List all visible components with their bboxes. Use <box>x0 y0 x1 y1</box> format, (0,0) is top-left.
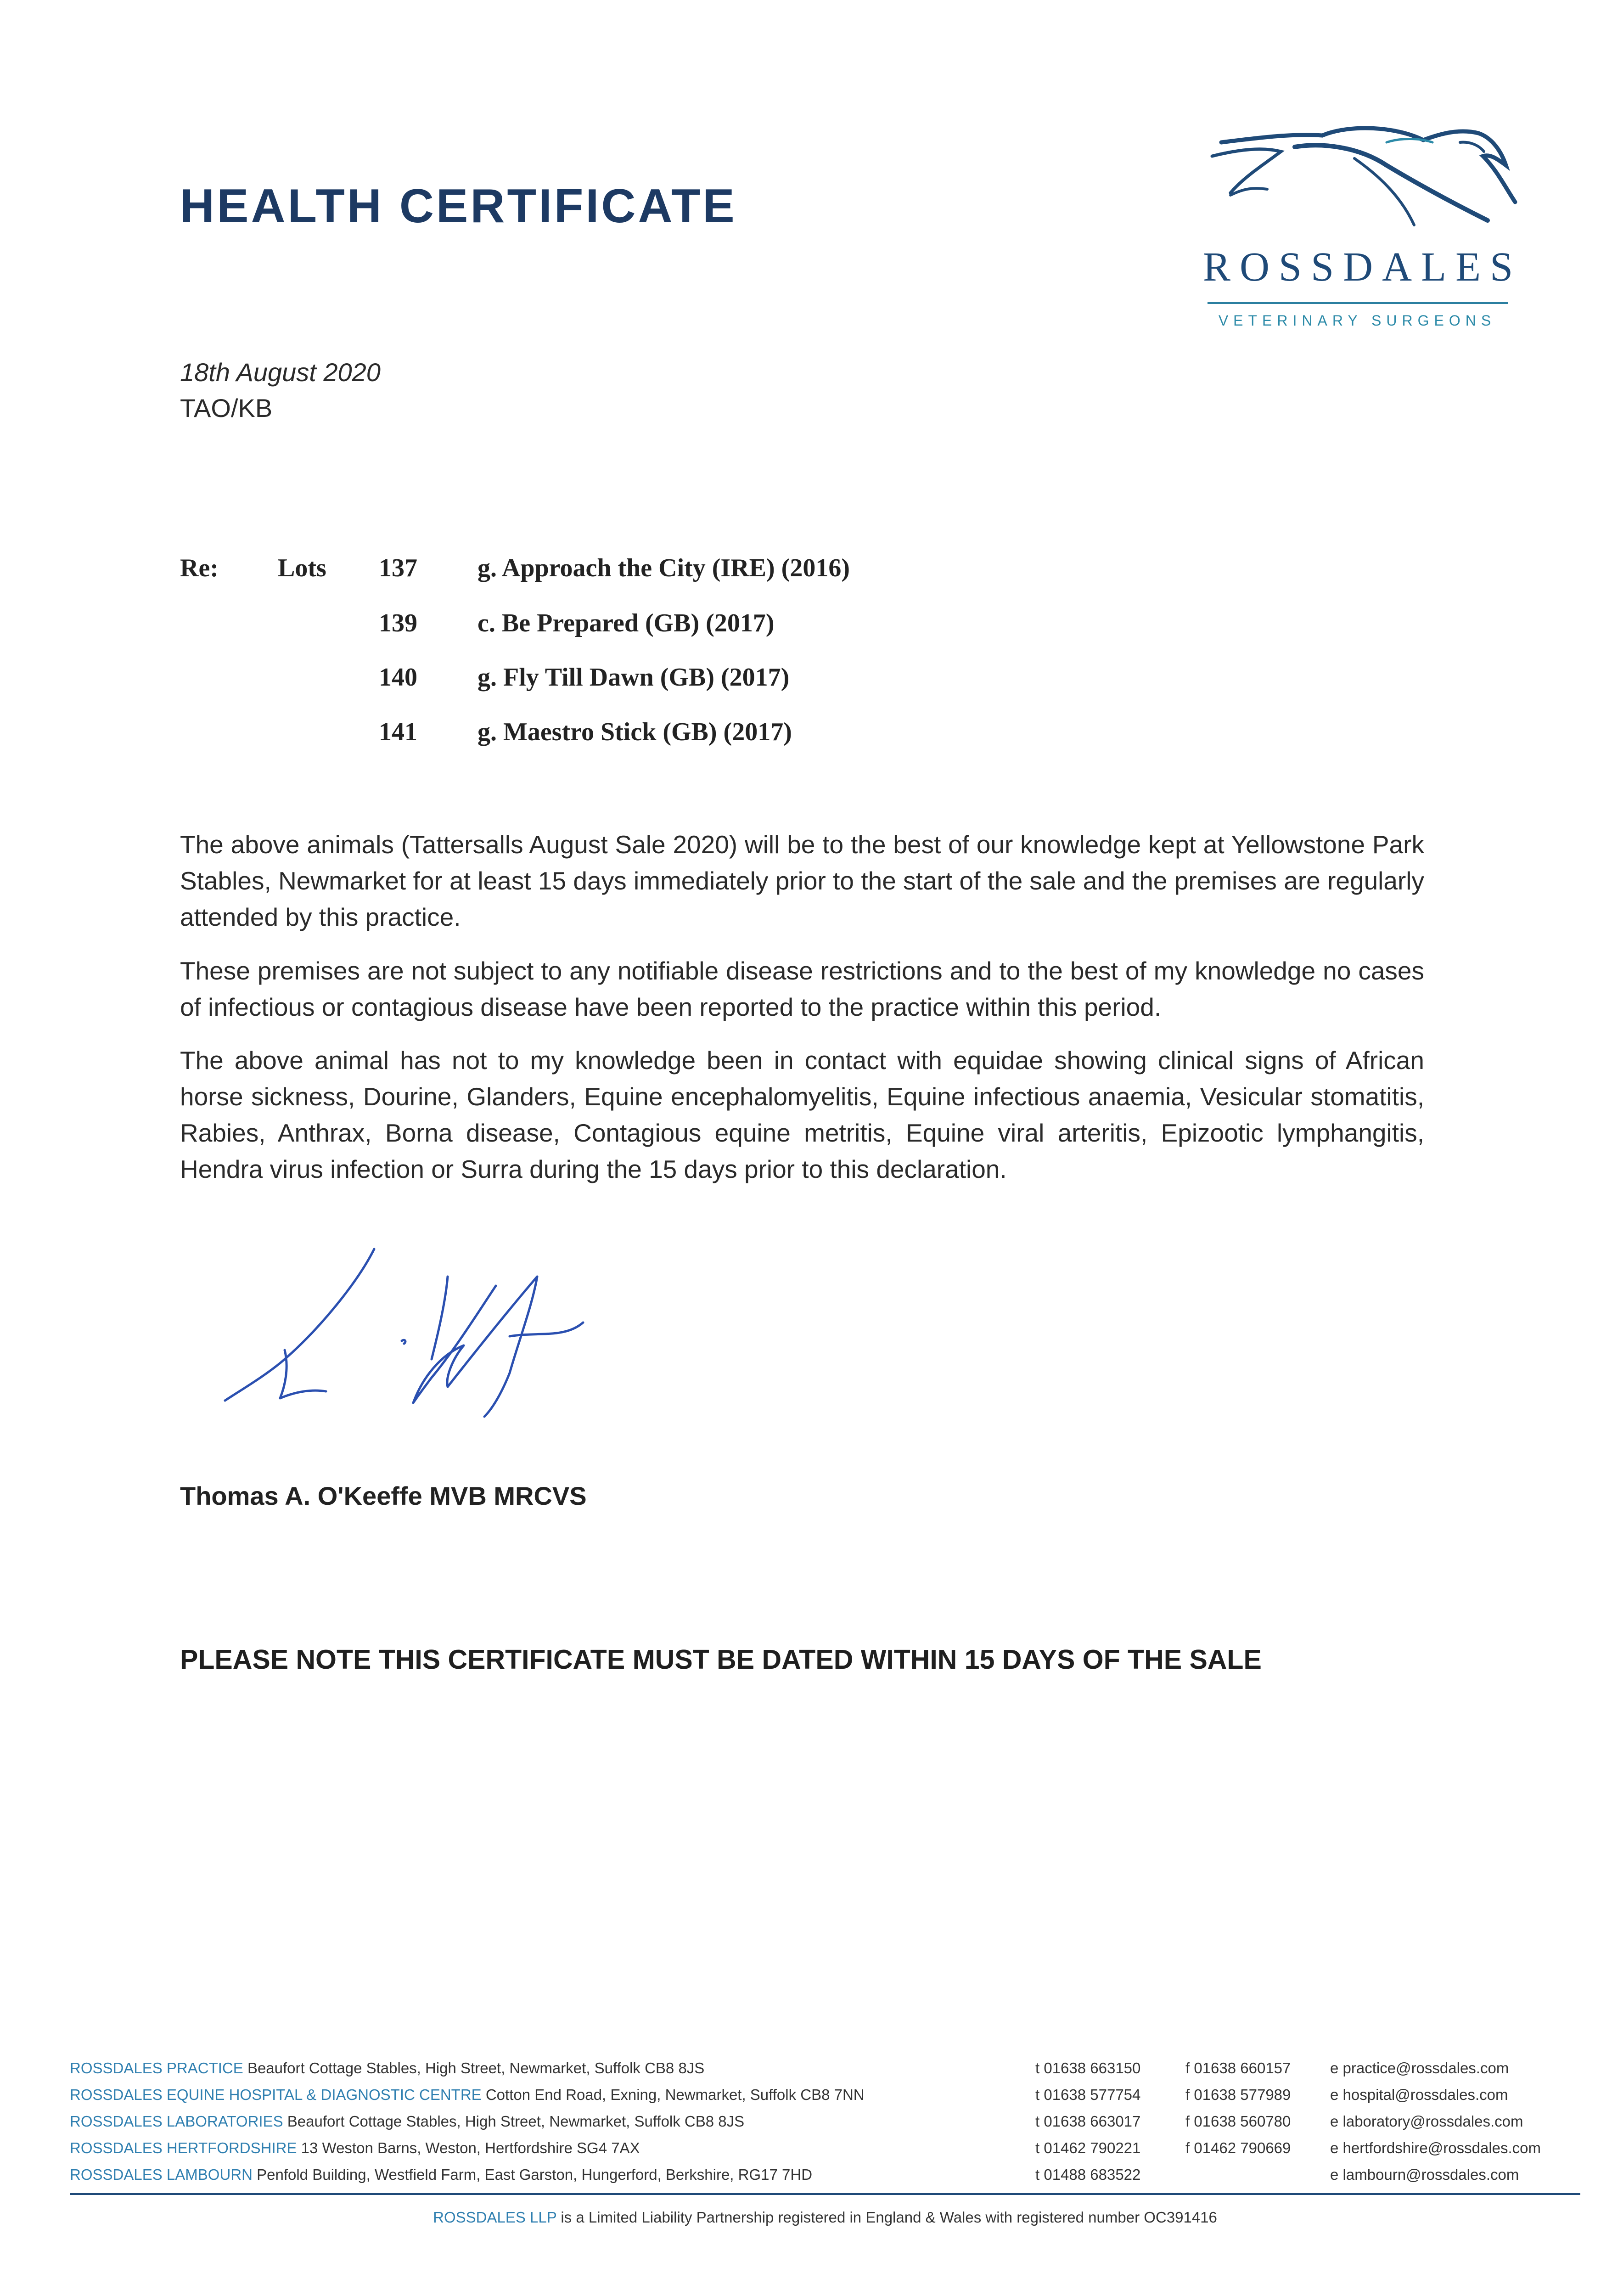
certificate-notice: PLEASE NOTE THIS CERTIFICATE MUST BE DATED WITHIN 15 DAYS OF THE SALE <box>180 1644 1262 1675</box>
body-paragraph: The above animal has not to my knowledge been in contact with equidae showing clinical signs of African horse sickness, Dourine, Glanders, Equine encephalomyelitis, Equine infectious anaemia, Vesicular stomatitis, Rabies, Anthrax, Borna disease, Contagious equine metritis, Equine viral arteritis, Epizootic lymphangitis, Hendra virus infection or Surra during the 15 days prior to this declaration. <box>180 1046 1424 1183</box>
office-name: ROSSDALES HERTFORDSHIRE <box>70 2139 297 2156</box>
office-tel: t 01488 683522 <box>1035 2166 1141 2183</box>
body-paragraph: The above animals (Tattersalls August Sale 2020) will be to the best of our knowledge kept at Yellowstone Park Stables, Newmarket for at least 15 days immediately prior to the start of the sale and the premises are regularly attended by this practice. <box>180 830 1424 931</box>
footer-office-row <box>70 2086 1562 2113</box>
lot-horse: g. Maestro Stick (GB) (2017) <box>477 718 792 746</box>
footer-offices <box>70 2060 1562 2193</box>
office-name: ROSSDALES EQUINE HOSPITAL & DIAGNOSTIC CENTRE <box>70 2086 482 2103</box>
document-reference: TAO/KB <box>180 394 273 422</box>
office-tel: t 01638 663150 <box>1035 2060 1141 2077</box>
office-address: 13 Weston Barns, Weston, Hertfordshire SG4 7AX <box>301 2139 640 2156</box>
lot-number: 139 <box>379 609 417 637</box>
llp-name: ROSSDALES LLP <box>433 2209 557 2226</box>
date-block <box>180 355 381 426</box>
body-paragraph: These premises are not subject to any notifiable disease restrictions and to the best of my knowledge no cases of infectious or contagious disease have been reported to the practice within this period. <box>180 957 1424 1021</box>
logo-divider <box>1208 302 1508 304</box>
signer-name: Thomas A. O'Keeffe MVB MRCVS <box>180 1481 587 1510</box>
office-fax: f 01638 660157 <box>1185 2060 1291 2077</box>
handwritten-signature <box>216 1240 592 1424</box>
re-label: Re: <box>180 554 219 582</box>
office-fax: f 01462 790669 <box>1185 2139 1291 2156</box>
footer-office-row <box>70 2060 1562 2086</box>
lot-row <box>379 553 850 583</box>
office-tel: t 01638 663017 <box>1035 2113 1141 2130</box>
office-email: e practice@rossdales.com <box>1330 2060 1509 2077</box>
office-email: e hertfordshire@rossdales.com <box>1330 2139 1541 2156</box>
office-email: e hospital@rossdales.com <box>1330 2086 1508 2103</box>
document-date: 18th August 2020 <box>180 358 381 387</box>
lots-label: Lots <box>278 554 326 582</box>
office-fax: f 01638 560780 <box>1185 2113 1291 2130</box>
office-tel: t 01638 577754 <box>1035 2086 1141 2103</box>
office-tel: t 01462 790221 <box>1035 2139 1141 2156</box>
office-address: Beaufort Cottage Stables, High Street, Newmarket, Suffolk CB8 8JS <box>247 2060 705 2077</box>
footer-office-row <box>70 2113 1562 2139</box>
lot-horse: g. Approach the City (IRE) (2016) <box>477 554 850 582</box>
document-title: HEALTH CERTIFICATE <box>180 180 737 233</box>
horse-icon <box>1203 115 1524 253</box>
office-address: Cotton End Road, Exning, Newmarket, Suffolk CB8 7NN <box>485 2086 865 2103</box>
llp-text: is a Limited Liability Partnership registered in England & Wales with registered number OC391416 <box>561 2209 1217 2226</box>
office-email: e laboratory@rossdales.com <box>1330 2113 1523 2130</box>
lot-row <box>379 663 789 692</box>
lot-horse: c. Be Prepared (GB) (2017) <box>477 609 775 637</box>
footer-office-row <box>70 2166 1562 2193</box>
office-email: e lambourn@rossdales.com <box>1330 2166 1519 2183</box>
office-fax: f 01638 577989 <box>1185 2086 1291 2103</box>
footer-office-row <box>70 2139 1562 2166</box>
office-address: Penfold Building, Westfield Farm, East Garston, Hungerford, Berkshire, RG17 7HD <box>257 2166 813 2183</box>
lot-row <box>379 608 774 638</box>
office-name: ROSSDALES LAMBOURN <box>70 2166 253 2183</box>
office-address: Beaufort Cottage Stables, High Street, Newmarket, Suffolk CB8 8JS <box>287 2113 745 2130</box>
lot-number: 141 <box>379 718 417 746</box>
lot-number: 140 <box>379 663 417 692</box>
office-name: ROSSDALES PRACTICE <box>70 2060 243 2077</box>
office-name: ROSSDALES LABORATORIES <box>70 2113 283 2130</box>
logo-wordmark: ROSSDALES <box>1203 244 1522 290</box>
footer-divider <box>70 2193 1580 2195</box>
lot-number: 137 <box>379 554 417 582</box>
logo-tagline: VETERINARY SURGEONS <box>1218 312 1496 329</box>
lot-row <box>379 717 792 747</box>
llp-statement <box>70 2209 1580 2226</box>
lot-horse: g. Fly Till Dawn (GB) (2017) <box>477 663 790 692</box>
